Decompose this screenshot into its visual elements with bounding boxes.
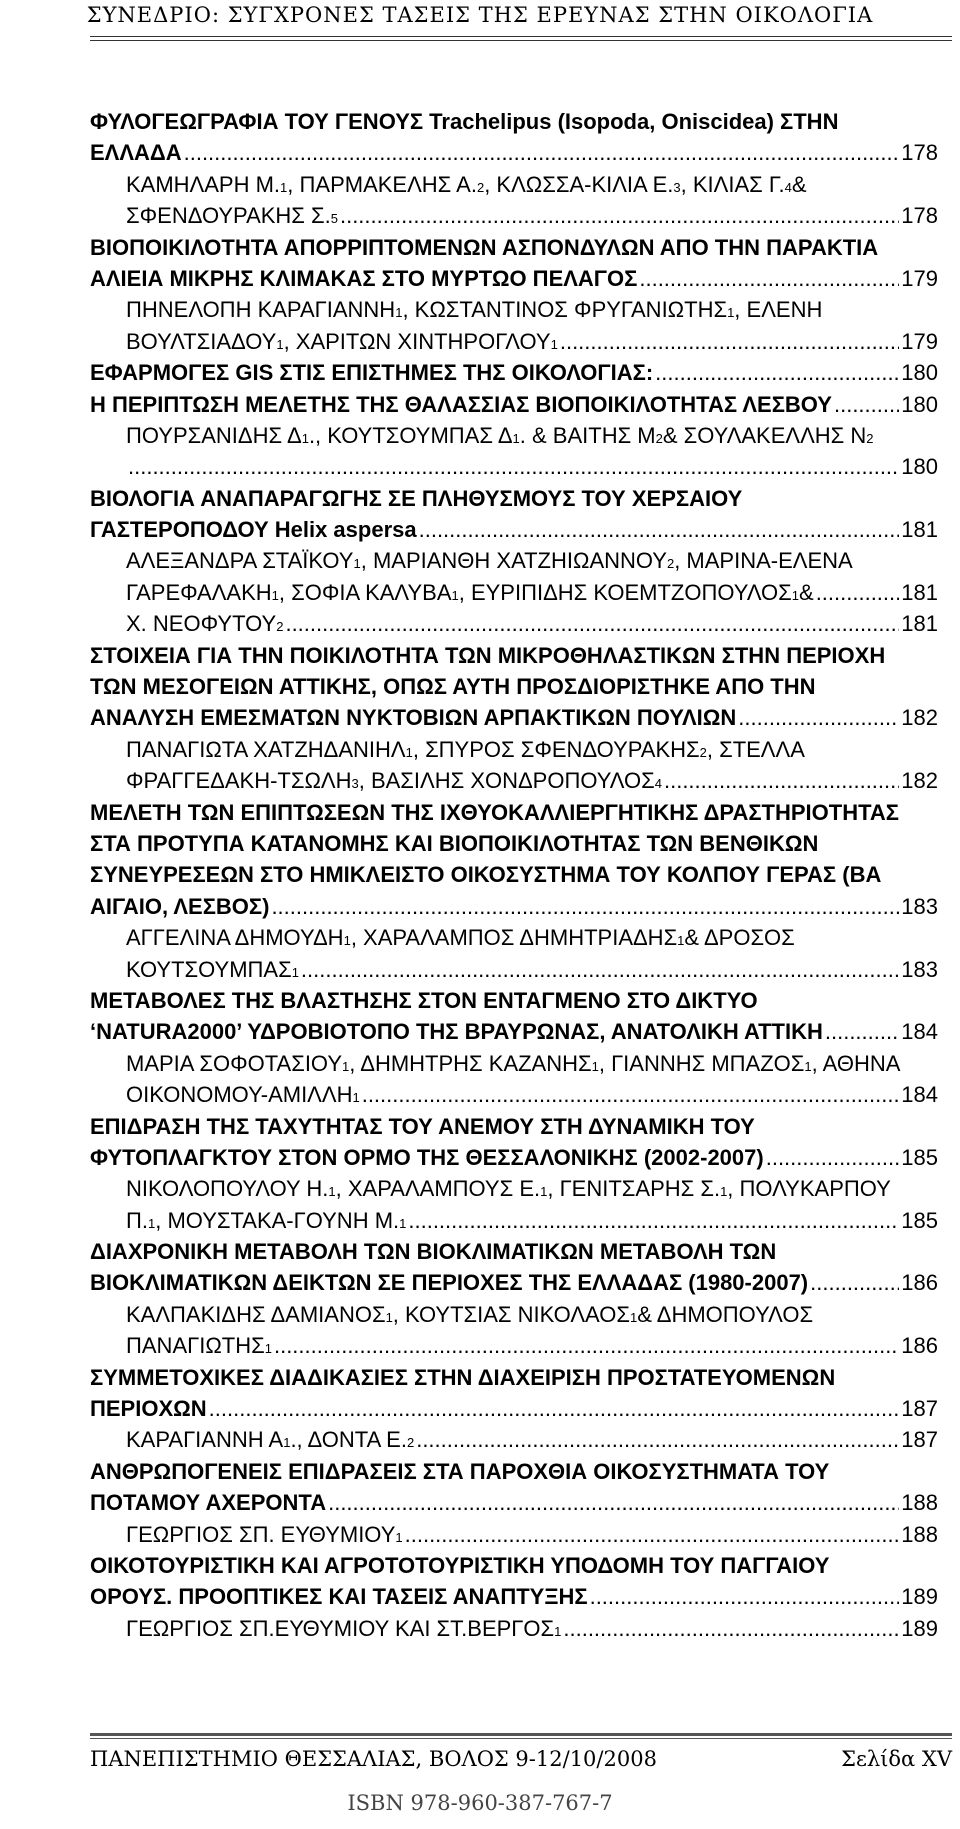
toc-author-line: ΚΑΛΠΑΚΙΔΗΣ ΔΑΜΙΑΝΟΣ 1 , ΚΟΥΤΣΙΑΣ ΝΙΚΟΛΑΟΣ 1 & ΔΗΜΟΠΟΥΛΟΣ [126, 1301, 814, 1327]
toc-title-line: ΟΙΚΟΤΟΥΡΙΣΤΙΚΗ ΚΑΙ ΑΓΡΟΤΟΤΟΥΡΙΣΤΙΚΗ ΥΠΟΔΟΜΗ ΤΟΥ ΠΑΓΓΑΙΟΥ [90, 1552, 830, 1578]
dot-leader [825, 1016, 899, 1047]
running-header: ΣΥΝΕΔΡΙΟ: ΣΥΓΧΡΟΝΕΣ ΤΑΣΕΙΣ ΤΗΣ ΕΡΕΥΝΑΣ ΣΤΗΝ ΟΙΚΟΛΟΓΙΑ [86, 3, 874, 27]
dot-leader [419, 514, 900, 545]
dot-leader [301, 954, 899, 985]
footer-rule [90, 1733, 952, 1736]
dot-leader [362, 1079, 900, 1110]
page-number: 178 [901, 203, 938, 229]
page-number: 184 [901, 1082, 938, 1108]
toc-author-line: ΚΟΥΤΣΟΥΜΠΑΣ 1 ..... 183 [90, 954, 938, 985]
toc-title-line: ΕΦΑΡΜΟΓΕΣ GIS ΣΤΙΣ ΕΠΙΣΤΗΜΕΣ ΤΗΣ ΟΙΚΟΛΟΓΙΑΣ: ..... 180 [90, 357, 938, 388]
dot-leader [639, 263, 899, 294]
page-number: 185 [901, 1207, 938, 1233]
dot-leader [184, 137, 900, 168]
page-number: 182 [901, 768, 938, 794]
dot-leader [416, 1424, 899, 1455]
dot-leader [128, 451, 899, 482]
footer-rule-thin [90, 1738, 952, 1739]
toc-title-line: ΕΠΙΔΡΑΣΗ ΤΗΣ ΤΑΧΥΤΗΤΑΣ ΤΟΥ ΑΝΕΜΟΥ ΣΤΗ ΔΥΝΑΜΙΚΗ ΤΟΥ [90, 1113, 755, 1139]
page-number: 183 [901, 893, 938, 919]
page-number: 180 [901, 454, 938, 480]
toc-author-line: ΓΕΩΡΓΙΟΣ ΣΠ. ΕΥΘΥΜΙΟΥ 1 ..... 188 [90, 1519, 938, 1550]
page-number: 188 [901, 1490, 938, 1516]
dot-leader [560, 326, 899, 357]
toc-title-line: ΣΤΑ ΠΡΟΤΥΠΑ ΚΑΤΑΝΟΜΗΣ ΚΑΙ ΒΙΟΠΟΙΚΙΛΟΤΗΤΑΣ ΤΩΝ ΒΕΝΘΙΚΩΝ [90, 830, 819, 856]
page-number: 186 [901, 1270, 938, 1296]
toc-title-line: ΑΝΘΡΩΠΟΓΕΝΕΙΣ ΕΠΙΔΡΑΣΕΙΣ ΣΤΑ ΠΑΡΟΧΘΙΑ ΟΙΚΟΣΥΣΤΗΜΑΤΑ ΤΟΥ [90, 1458, 830, 1484]
page-number: 189 [901, 1615, 938, 1641]
page-number: 187 [901, 1427, 938, 1453]
toc-title-line: ΑΝΑΛΥΣΗ ΕΜΕΣΜΑΤΩΝ ΝΥΚΤΟΒΙΩΝ ΑΡΠΑΚΤΙΚΩΝ ΠΟΥΛΙΩΝ ..... 182 [90, 702, 938, 733]
toc-title-line: ΣΤΟΙΧΕΙΑ ΓΙΑ ΤΗΝ ΠΟΙΚΙΛΟΤΗΤΑ ΤΩΝ ΜΙΚΡΟΘΗΛΑΣΤΙΚΩΝ ΣΤΗΝ ΠΕΡΙΟΧΗ [90, 642, 886, 668]
toc-author-line: ΠΑΝΑΓΙΩΤΗΣ 1 ..... 186 [90, 1330, 938, 1361]
toc-author-line: ΚΑΡΑΓΙΑΝΝΗ Α 1 ., ΔΟΝΤΑ Ε. 2 ..... 187 [90, 1424, 938, 1455]
toc-author-line: ΝΙΚΟΛΟΠΟΥΛΟΥ Η. 1 , ΧΑΡΑΛΑΜΠΟΥΣ Ε. 1 , ΓΕΝΙΤΣΑΡΗΣ Σ. 1 , ΠΟΛΥΚΑΡΠΟΥ [126, 1176, 891, 1202]
page-number: 181 [901, 611, 938, 637]
dot-leader [328, 1487, 899, 1518]
dot-leader [655, 357, 899, 388]
page-number: 181 [901, 517, 938, 543]
toc-title-line: ΟΡΟΥΣ. ΠΡΟΟΠΤΙΚΕΣ ΚΑΙ ΤΑΣΕΙΣ ΑΝΑΠΤΥΞΗΣ ..... 189 [90, 1581, 938, 1612]
dot-leader [209, 1393, 900, 1424]
page-number: 189 [901, 1584, 938, 1610]
toc-title-line: ΒΙΟΚΛΙΜΑΤΙΚΩΝ ΔΕΙΚΤΩΝ ΣΕ ΠΕΡΙΟΧΕΣ ΤΗΣ ΕΛΛΑΔΑΣ (1980-2007) ..... 186 [90, 1267, 938, 1298]
dot-leader [340, 200, 899, 231]
header-rule [90, 36, 952, 37]
toc-title-line: ΠΕΡΙΟΧΩΝ ..... 187 [90, 1393, 938, 1424]
table-of-contents [90, 106, 938, 1644]
page-number: 181 [901, 579, 938, 605]
toc-title-line: ΜΕΛΕΤΗ ΤΩΝ ΕΠΙΠΤΩΣΕΩΝ ΤΗΣ ΙΧΘΥΟΚΑΛΛΙΕΡΓΗΤΙΚΗΣ ΔΡΑΣΤΗΡΙΟΤΗΤΑΣ [90, 799, 900, 825]
toc-title-line: ΠΟΤΑΜΟΥ ΑΧΕΡΟΝΤΑ ..... 188 [90, 1487, 938, 1518]
running-footer [90, 1744, 952, 1774]
toc-author-line [90, 451, 938, 482]
toc-author-line: ΠΑΝΑΓΙΩΤΑ ΧΑΤΖΗΔΑΝΙΗΛ 1 , ΣΠΥΡΟΣ ΣΦΕΝΔΟΥΡΑΚΗΣ 2 , ΣΤΕΛΛΑ [126, 736, 805, 762]
toc-title-line: ‘NATURA2000’ ΥΔΡΟΒΙΟΤΟΠΟ ΤΗΣ ΒΡΑΥΡΩΝΑΣ, ΑΝΑΤΟΛΙΚΗ ΑΤΤΙΚΗ ..... 184 [90, 1016, 938, 1047]
toc-title-line: ΑΛΙΕΙΑ ΜΙΚΡΗΣ ΚΛΙΜΑΚΑΣ ΣΤΟ ΜΥΡΤΩΟ ΠΕΛΑΓΟΣ ..... 179 [90, 263, 938, 294]
toc-author-line: ΓΑΡΕΦΑΛΑΚΗ 1 , ΣΟΦΙΑ ΚΑΛΥΒΑ 1 , ΕΥΡΙΠΙΔΗΣ ΚΟΕΜΤΖΟΠΟΥΛΟΣ 1 & ..... 181 [90, 577, 938, 608]
dot-leader [738, 702, 899, 733]
toc-author-line: ΠΟΥΡΣΑΝΙΔΗΣ Δ 1 ., ΚΟΥΤΣΟΥΜΠΑΣ Δ 1 . & ΒΑΙΤΗΣ Μ 2 & ΣΟΥΛΑΚΕΛΛΗΣ Ν 2 [126, 422, 874, 448]
toc-title-line: ΑΙΓΑΙΟ, ΛΕΣΒΟΣ) ..... 183 [90, 891, 938, 922]
dot-leader [271, 891, 899, 922]
dot-leader [285, 608, 899, 639]
page-number: 187 [901, 1396, 938, 1422]
toc-author-line: ΑΛΕΞΑΝΔΡΑ ΣΤΑΪΚΟΥ 1 , ΜΑΡΙΑΝΘΗ ΧΑΤΖΗΙΩΑΝΝΟΥ 2 , ΜΑΡΙΝΑ-ΕΛΕΝΑ [126, 548, 853, 574]
toc-author-line: ΒΟΥΛΤΣΙΑΔΟΥ 1 , ΧΑΡΙΤΩΝ ΧΙΝΤΗΡΟΓΛΟΥ 1 ..... 179 [90, 326, 938, 357]
toc-title-line: ΤΩΝ ΜΕΣΟΓΕΙΩΝ ΑΤΤΙΚΗΣ, ΟΠΩΣ ΑΥΤΗ ΠΡΟΣΔΙΟΡΙΣΤΗΚΕ ΑΠΟ ΤΗΝ [90, 674, 816, 700]
toc-author-line: ΦΡΑΓΓΕΔΑΚΗ-ΤΣΩΛΗ 3 , ΒΑΣΙΛΗΣ ΧΟΝΔΡΟΠΟΥΛΟΣ 4 ..... 182 [90, 765, 938, 796]
page-number: 179 [901, 328, 938, 354]
isbn-line: ISBN 978-960-387-767-7 [347, 1791, 613, 1815]
toc-author-line: ΚΑΜΗΛΑΡΗ Μ. 1 , ΠΑΡΜΑΚΕΛΗΣ Α. 2 , ΚΛΩΣΣΑ-ΚΙΛΙΑ Ε. 3 , ΚΙΛΙΑΣ Γ. 4 & [126, 171, 807, 197]
dot-leader [810, 1267, 899, 1298]
toc-title-line: ΓΑΣΤΕΡΟΠΟΔΟΥ Helix aspersa ..... 181 [90, 514, 938, 545]
toc-title-line: ΕΛΛΑΔΑ ..... 178 [90, 137, 938, 168]
toc-title-line: ΒΙΟΛΟΓΙΑ ΑΝΑΠΑΡΑΓΩΓΗΣ ΣΕ ΠΛΗΘΥΣΜΟΥΣ ΤΟΥ ΧΕΡΣΑΙΟΥ [90, 485, 743, 511]
header-rule-thin [90, 40, 952, 41]
dot-leader [408, 1205, 899, 1236]
page-number: 188 [901, 1521, 938, 1547]
page-number: 183 [901, 956, 938, 982]
toc-author-line: ΠΗΝΕΛΟΠΗ ΚΑΡΑΓΙΑΝΝΗ 1 , ΚΩΣΤΑΝΤΙΝΟΣ ΦΡΥΓΑΝΙΩΤΗΣ 1 , ΕΛΕΝΗ [126, 297, 823, 323]
toc-author-line: ΑΓΓΕΛΙΝΑ ΔΗΜΟΥΔΗ 1 , ΧΑΡΑΛΑΜΠΟΣ ΔΗΜΗΤΡΙΑΔΗΣ 1 & ΔΡΟΣΟΣ [126, 925, 795, 951]
toc-title-line: ΒΙΟΠΟΙΚΙΛΟΤΗΤΑ ΑΠΟΡΡΙΠΤΟΜΕΝΩΝ ΑΣΠΟΝΔΥΛΩΝ ΑΠΟ ΤΗΝ ΠΑΡΑΚΤΙΑ [90, 234, 879, 260]
dot-leader [590, 1581, 900, 1612]
page-number: 185 [901, 1144, 938, 1170]
toc-title-line: ΦΥΛΟΓΕΩΓΡΑΦΙΑ ΤΟΥ ΓΕΝΟΥΣ Trachelipus (Isopoda, Oniscidea) ΣΤΗΝ [90, 109, 839, 134]
toc-title-line: ΜΕΤΑΒΟΛΕΣ ΤΗΣ ΒΛΑΣΤΗΣΗΣ ΣΤΟΝ ΕΝΤΑΓΜΕΝΟ ΣΤΟ ΔΙΚΤΥΟ [90, 987, 758, 1013]
page-label: Σελίδα XV [841, 1747, 952, 1771]
dot-leader [834, 389, 899, 420]
toc-title-line: ΦΥΤΟΠΛΑΓΚΤΟΥ ΣΤΟΝ ΟΡΜΟ ΤΗΣ ΘΕΣΣΑΛΟΝΙΚΗΣ (2002-2007) ..... 185 [90, 1142, 938, 1173]
toc-title-line: Η ΠΕΡΙΠΤΩΣΗ ΜΕΛΕΤΗΣ ΤΗΣ ΘΑΛΑΣΣΙΑΣ ΒΙΟΠΟΙΚΙΛΟΤΗΤΑΣ ΛΕΣΒΟΥ ..... 180 [90, 389, 938, 420]
toc-title-line: ΣΥΜΜΕΤΟΧΙΚΕΣ ΔΙΑΔΙΚΑΣΙΕΣ ΣΤΗΝ ΔΙΑΧΕΙΡΙΣΗ ΠΡΟΣΤΑΤΕΥΟΜΕΝΩΝ [90, 1364, 836, 1390]
page-number: 184 [901, 1019, 938, 1045]
toc-author-line: ΜΑΡΙΑ ΣΟΦΟΤΑΣΙΟΥ 1 , ΔΗΜΗΤΡΗΣ ΚΑΖΑΝΗΣ 1 , ΓΙΑΝΝΗΣ ΜΠΑΖΟΣ 1 , ΑΘΗΝΑ [126, 1050, 901, 1076]
page-number: 179 [901, 265, 938, 291]
dot-leader [766, 1142, 900, 1173]
page-number: 178 [901, 140, 938, 166]
page-number: 182 [901, 705, 938, 731]
toc-author-line: ΟΙΚΟΝΟΜΟΥ-ΑΜΙΛΛΗ 1 ..... 184 [90, 1079, 938, 1110]
dot-leader [816, 577, 900, 608]
toc-title-line: ΣΥΝΕΥΡΕΣΕΩΝ ΣΤΟ ΗΜΙΚΛΕΙΣΤΟ ΟΙΚΟΣΥΣΤΗΜΑ ΤΟΥ ΚΟΛΠΟΥ ΓΕΡΑΣ (ΒΑ [90, 862, 882, 888]
dot-leader [274, 1330, 899, 1361]
dot-leader [664, 765, 899, 796]
page-number: 180 [901, 391, 938, 417]
page-number: 186 [901, 1333, 938, 1359]
dot-leader [563, 1613, 899, 1644]
toc-title-line: ΔΙΑΧΡΟΝΙΚΗ ΜΕΤΑΒΟΛΗ ΤΩΝ ΒΙΟΚΛΙΜΑΤΙΚΩΝ ΜΕΤΑΒΟΛΗ ΤΩΝ [90, 1239, 777, 1265]
toc-author-line: Χ. ΝΕΟΦΥΤΟΥ 2 ..... 181 [90, 608, 938, 639]
toc-author-line: ΓΕΩΡΓΙΟΣ ΣΠ.ΕΥΘΥΜΙΟΥ ΚΑΙ ΣΤ.ΒΕΡΓΟΣ 1 ..... 189 [90, 1613, 938, 1644]
toc-author-line: Π. 1 , ΜΟΥΣΤΑΚΑ-ΓΟΥΝΗ Μ. 1 ..... 185 [90, 1205, 938, 1236]
toc-author-line: ΣΦΕΝΔΟΥΡΑΚΗΣ Σ. 5 ..... 178 [90, 200, 938, 231]
page-number: 180 [901, 360, 938, 386]
footer-venue: ΠΑΝΕΠΙΣΤΗΜΙΟ ΘΕΣΣΑΛΙΑΣ, ΒΟΛΟΣ 9-12/10/2008 [90, 1747, 657, 1771]
dot-leader [405, 1519, 900, 1550]
